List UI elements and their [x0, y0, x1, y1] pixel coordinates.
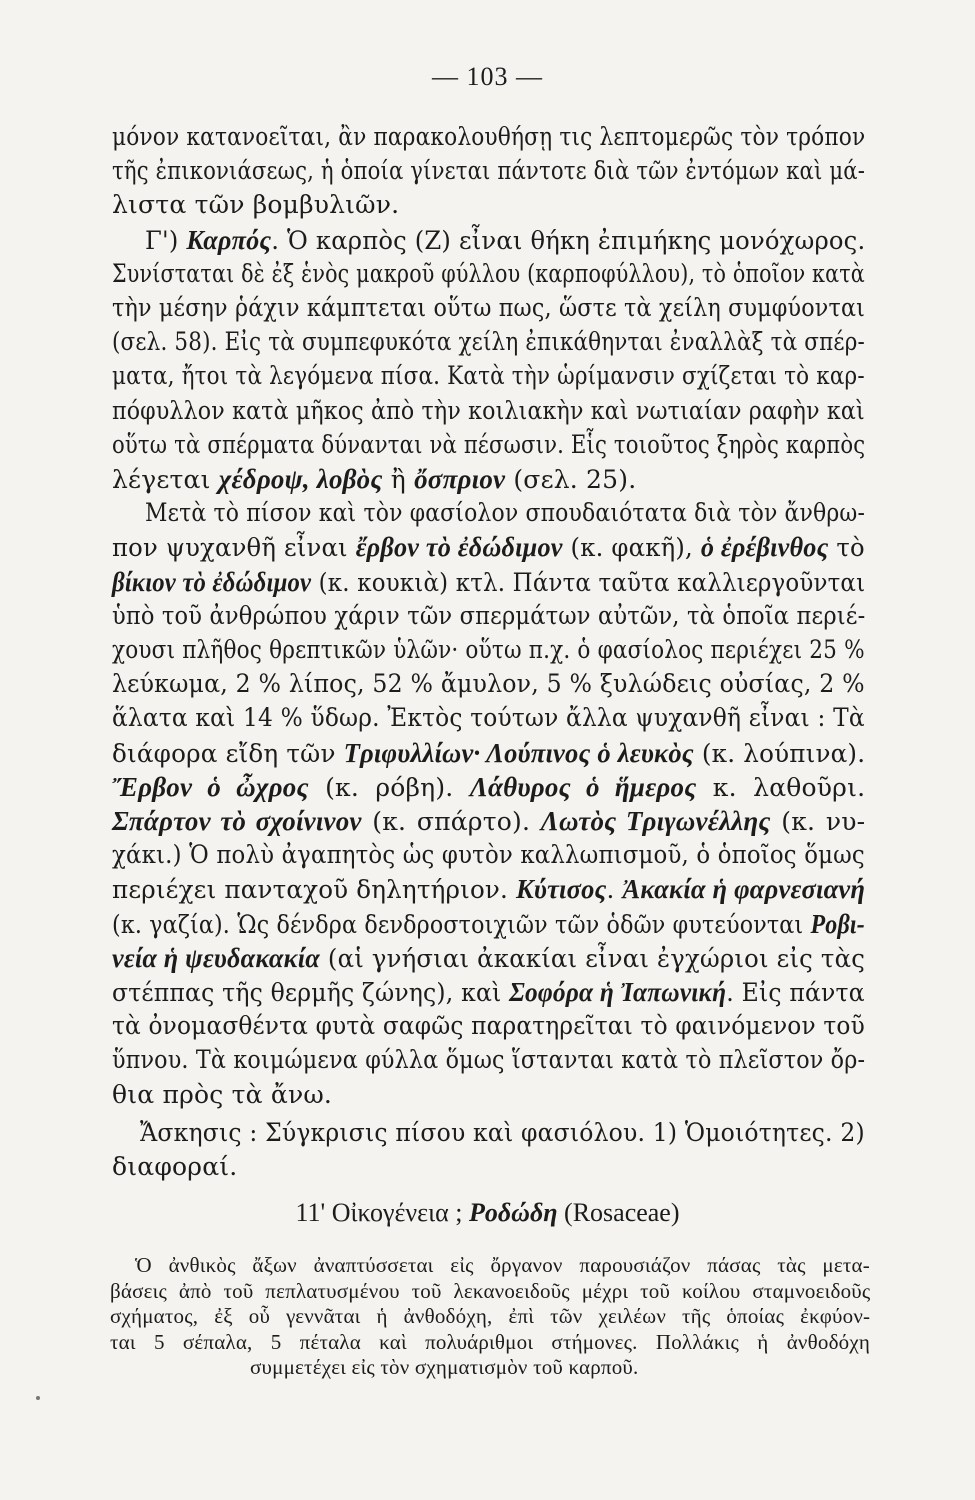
text-line: λιστα τῶν βομβυλιῶν.	[112, 190, 400, 220]
emphasis-term: Ροβι-	[810, 908, 865, 939]
emphasis-term: Σοφόρα ἡ Ἰαπωνική	[509, 977, 727, 1007]
text-segment: λέγεται	[112, 465, 219, 494]
text-segment: πον ψυχανθῆ εἶναι	[112, 533, 356, 563]
text-line: ὑπὸ τοῦ ἀνθρώπου χάριν τῶν σπερμάτων αὐτῶν, τὰ ὁποῖα περιέ-	[112, 600, 866, 630]
text-segment: (κ. νυ-	[770, 807, 866, 836]
emphasis-term: Τριφυλλίων· Λούπινος ὁ λευκὸς	[343, 737, 694, 768]
emphasis-term: Λωτὸς Τριγωνέλλης	[540, 806, 771, 836]
text-line: Μετὰ τὸ πίσον καὶ τὸν φασίολον σπουδαιότατα διὰ τὸν ἄνθρω-	[145, 498, 866, 528]
text-line: Ἄσκησις : Σύγκρισις πίσου καὶ φασιόλου. 1) Ὁμοιότητες. 2)	[140, 1117, 865, 1147]
text-line: Συνίσταται δὲ ἐξ ἑνὸς μακροῦ φύλλου (καρποφύλλου), τὸ ὁποῖον κατὰ	[112, 258, 865, 288]
text-line: ματα, ἤτοι τὰ λεγόμενα πίσα. Κατὰ τὴν ὡρίμανσιν σχίζεται τὸ καρ-	[112, 361, 865, 391]
small-text-line: βάσεις ἀπὸ τοῦ πεπλατυσμένου τοῦ λεκανοειδοῦς μέχρι τοῦ κοίλου σταμνοειδοῦς	[110, 1278, 871, 1303]
text-line: (σελ. 58). Εἰς τὰ συμπεφυκότα χείλη ἐπικάθηνται ἐναλλὰξ τὰ σπέρ-	[112, 327, 865, 357]
text-line	[112, 943, 865, 974]
text-line	[112, 567, 865, 598]
small-text-line: σχήματος, ἐξ οὗ γεννᾶται ἡ ἀνθοδόχη, ἐπὶ τῶν χειλέων τῆς ὁποίας ἐκφύον-	[110, 1304, 871, 1328]
text-segment: (αἱ γνήσιαι ἀκακίαι εἶναι ἐγχώριοι εἰς τὰς	[320, 943, 866, 973]
text-segment: .	[606, 875, 623, 905]
text-line	[112, 464, 636, 495]
text-line	[112, 874, 865, 905]
emphasis-term: Κύτισος	[516, 874, 607, 905]
emphasis-term: Σπάρτον τὸ σχοίνινον	[112, 806, 362, 836]
text-line	[112, 909, 865, 940]
text-line: τὰ ὀνομασθέντα φυτὰ σαφῶς παρατηρεῖται τὸ φαινόμενον τοῦ	[112, 1011, 865, 1041]
text-line	[112, 806, 865, 837]
text-line	[145, 225, 865, 256]
text-line: τῆς ἐπικονιάσεως, ἡ ὁποία γίνεται πάντοτε διὰ τῶν ἐντόμων καὶ μά-	[112, 156, 866, 186]
text-segment: (σελ. 25).	[505, 465, 637, 494]
text-segment: ἢ	[382, 465, 415, 494]
text-line: χάκι.) Ὁ πολὺ ἀγαπητὸς ὡς φυτὸν καλλωπισμοῦ, ὁ ὁποῖος ὅμως	[112, 840, 865, 870]
text-segment: τὸ	[828, 533, 865, 563]
text-line: λεύκωμα, 2 % λίπος, 52 % ἄμυλον, 5 % ξυλώδεις οὐσίας, 2 %	[112, 669, 865, 699]
text-line: μόνον κατανοεῖται, ἂν παρακολουθήσῃ τις λεπτομερῶς τὸν τρόπον	[112, 122, 866, 151]
text-line	[112, 738, 865, 769]
text-line: πόφυλλον κατὰ μῆκος ἀπὸ τὴν κοιλιακὴν καὶ νωτιαίαν ραφὴν καὶ	[112, 395, 865, 425]
heading-family-name: Ροδώδη	[468, 1198, 558, 1227]
section-heading	[0, 1198, 975, 1228]
text-segment: Γ')	[145, 225, 187, 255]
text-segment: κ. λαθοῦρι.	[696, 772, 866, 802]
emphasis-term: ἔρβον τὸ ἐδώδιμον	[355, 532, 563, 563]
emphasis-term: ὄσπριον	[414, 464, 506, 494]
print-speck	[36, 1396, 40, 1400]
text-segment: (κ. κουκιὰ) κτλ. Πάντα ταῦτα καλλιεργοῦνται	[311, 567, 866, 597]
text-line: τὴν μέσην ῥάχιν κάμπτεται οὕτω πως, ὥστε τὰ χείλη συμφύονται	[112, 293, 866, 322]
text-segment: (κ. σπάρτο).	[361, 807, 541, 836]
text-line	[112, 532, 865, 563]
small-text-line: συμμετέχει εἰς τὸν σχηματισμὸν τοῦ καρποῦ.	[250, 1355, 639, 1379]
small-text-line: Ὁ ἀνθικὸς ἄξων ἀναπτύσσεται εἰς ὄργανον παρουσιάζον πάσας τὰς μετα-	[135, 1253, 870, 1277]
heading-latin-name: (Rosaceae)	[557, 1198, 680, 1227]
text-segment: (κ. λούπινα).	[693, 738, 866, 768]
emphasis-term: νεία ἡ ψευδακακία	[112, 942, 321, 973]
page-number: — 103 —	[432, 62, 543, 91]
emphasis-term: βίκιον τὸ ἐδώδιμον	[112, 566, 312, 597]
text-segment: . Εἰς πάντα	[726, 978, 865, 1007]
emphasis-term: Ἔρβον ὁ ὦχρος	[112, 771, 309, 802]
text-segment: (κ. φακῆ),	[562, 533, 701, 563]
text-line: χουσι πλῆθος θρεπτικῶν ὑλῶν· οὕτω π.χ. ὁ φασίολος περιέχει 25 %	[112, 635, 865, 664]
heading-prefix: 11' Οἰκογένεια ;	[295, 1198, 469, 1227]
text-segment: στέππας τῆς θερμῆς ζώνης), καὶ	[112, 978, 510, 1007]
emphasis-term: Λάθυρος ὁ ἥμερος	[469, 771, 697, 802]
emphasis-term: Ἀκακία ἡ φαρνεσιανή	[622, 874, 866, 905]
text-line: οὕτω τὰ σπέρματα δύνανται νὰ πέσωσιν. Εἷς τοιοῦτος ξηρὸς καρπὸς	[112, 429, 866, 459]
text-line	[112, 772, 865, 803]
text-line: ἅλατα καὶ 14 % ὕδωρ. Ἐκτὸς τούτων ἄλλα ψυχανθῆ εἶναι : Τὰ	[112, 703, 865, 733]
text-line: θια πρὸς τὰ ἄνω.	[112, 1079, 333, 1109]
text-line	[112, 977, 865, 1008]
small-text-line: ται 5 σέπαλα, 5 πέταλα καὶ πολυάριθμοι στήμονες. Πολλάκις ἡ ἀνθοδόχη	[110, 1329, 871, 1354]
text-segment: περιέχει πανταχοῦ δηλητήριον.	[112, 875, 517, 905]
text-segment: (κ. γαζία). Ὡς δένδρα δενδροστοιχιῶν τῶν ὁδῶν φυτεύονται	[112, 909, 811, 939]
text-line: διαφοραί.	[112, 1152, 238, 1181]
text-segment: (κ. ρόβη).	[308, 772, 470, 802]
emphasis-term: χέδροψ, λοβὸς	[218, 464, 383, 494]
text-line: ὕπνου. Τὰ κοιμώμενα φύλλα ὅμως ἵστανται κατὰ τὸ πλεῖστον ὄρ-	[112, 1045, 866, 1075]
text-segment: . Ὁ καρπὸς (Ζ) εἶναι θήκη ἐπιμήκης μονόχωρος.	[271, 225, 866, 255]
emphasis-term: Καρπός	[186, 224, 272, 255]
emphasis-term: ὁ ἐρέβινθος	[700, 532, 829, 563]
text-segment: διάφορα εἴδη τῶν	[112, 738, 344, 768]
